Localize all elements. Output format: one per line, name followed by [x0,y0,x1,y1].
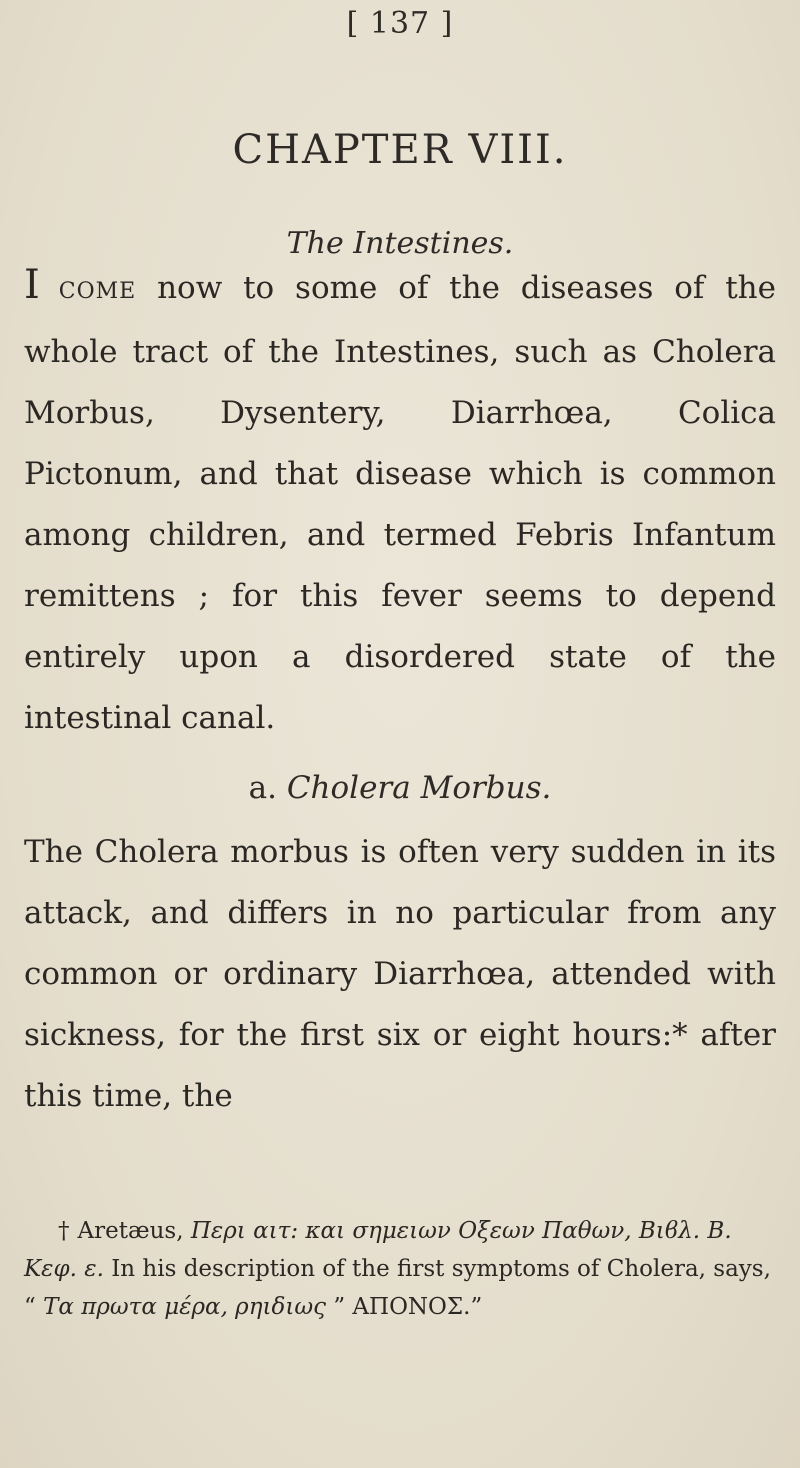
footnote-greek-2: Τα πρωτα μέρα, ρηιδιως [43,1294,327,1320]
small-caps-word: COME [39,279,137,304]
paragraph-intro-text: now to some of the diseases of the whole tract of the Intestines, such as Cholera Morbus, Dysentery, Diarrhœa, Colica Pictonum, and that disease which is common among children, and termed Febris Infantum remittens ; for this fever seems to depend entirely upon a disordered state of the intestinal canal. [24,270,776,736]
section-label: a. [248,770,277,806]
footnote-greek-1: Περι αιτ: και σημειων Οξεων Παθων, Βιϐλ. Β. Κεφ. ε. [24,1218,732,1282]
footnote [24,1212,776,1326]
page-number: [ 137 ] [346,6,454,41]
footnote-text-2: In his description of the first symptoms of Cholera, says, “ [24,1256,771,1320]
section-title: Cholera Morbus. [286,770,552,806]
footnote-text-3: ” ΑΠΟΝΟΣ.” [326,1294,483,1320]
section-heading [0,770,800,806]
paragraph-cholera: The Cholera morbus is often very sudden in its attack, and differs in no particular from any common or ordinary Diarrhœa, attended with sickness, for the first six or eight hours:* after this time, the [24,834,776,1114]
drop-initial: I [24,262,40,308]
chapter-title: CHAPTER VIII. [232,127,568,173]
paragraph-intro [24,255,776,749]
footnote-marker: † [58,1218,70,1244]
footnote-text-1: Aretæus, [77,1218,191,1244]
chapter-subtitle: The Intestines. [286,226,514,261]
